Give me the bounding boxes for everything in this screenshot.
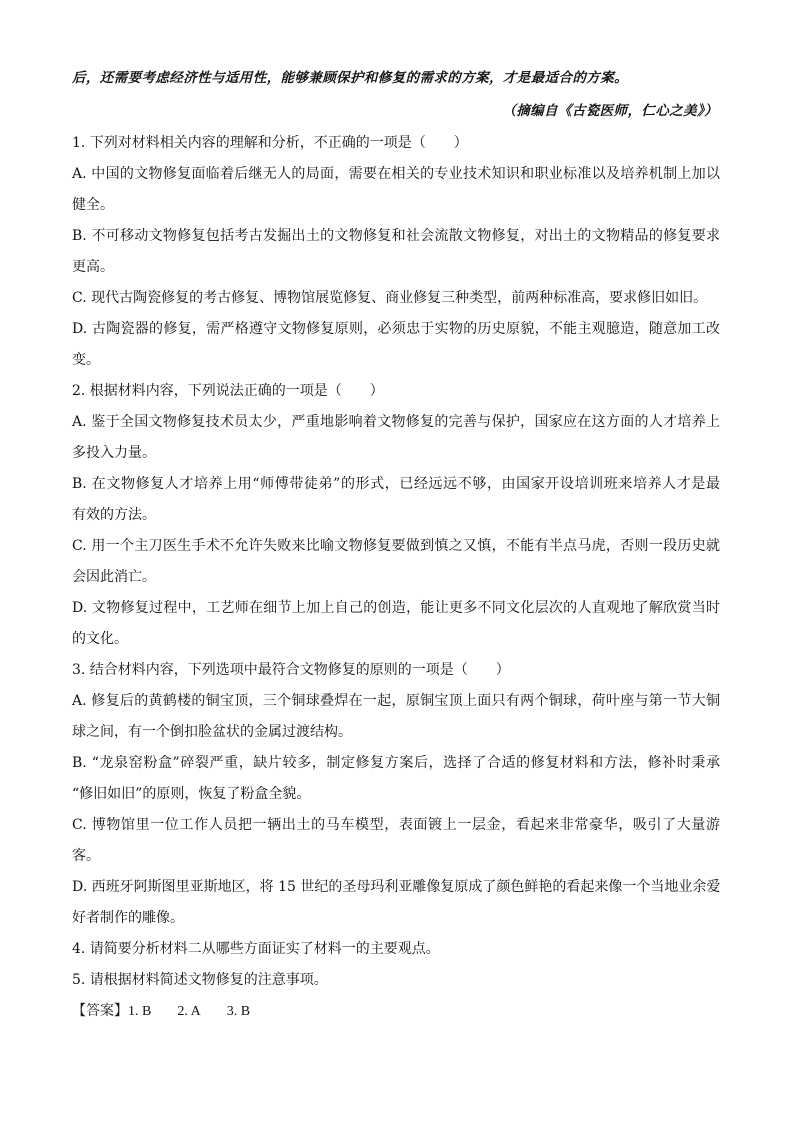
question-1-option-a-cont: 健全。 bbox=[72, 197, 114, 213]
question-3-option-a: A. 修复后的黄鹤楼的铜宝顶，三个铜球叠焊在一起，原铜宝顶上面只有两个铜球，荷叶座与第一节大铜 bbox=[72, 693, 720, 709]
question-1-option-a: A. 中国的文物修复面临着后继无人的局面，需要在相关的专业技术知识和职业标准以及培养机制上加以 bbox=[72, 166, 720, 182]
question-5-stem: 5. 请根据材料简述文物修复的注意事项。 bbox=[72, 972, 328, 988]
question-2-option-c-cont: 会因此消亡。 bbox=[72, 569, 156, 585]
question-2-option-a-cont: 多投入力量。 bbox=[72, 445, 156, 461]
answer-item-2: 2. A bbox=[177, 1004, 201, 1019]
question-1-option-b: B. 不可移动文物修复包括考古发掘出土的文物修复和社会流散文物修复，对出土的文物精品的修复要求 bbox=[72, 228, 720, 244]
question-4-stem: 4. 请简要分析材料二从哪些方面证实了材料一的主要观点。 bbox=[72, 941, 440, 957]
answer-item-3: 3. B bbox=[226, 1004, 251, 1019]
source-citation: （摘编自《古瓷医师，仁心之美》） bbox=[502, 103, 718, 119]
question-3-option-c-cont: 客。 bbox=[72, 848, 100, 864]
question-1-option-d: D. 古陶瓷器的修复，需严格遵守文物修复原则，必须忠于实物的历史原貌，不能主观臆造，随意加工改 bbox=[72, 321, 720, 337]
question-2-option-d: D. 文物修复过程中，工艺师在细节上加上自己的创造，能让更多不同文化层次的人直观地了解欣赏当时 bbox=[72, 600, 720, 616]
intro-text: 后，还需要考虑经济性与适用性，能够兼顾保护和修复的需求的方案，才是最适合的方案。 bbox=[72, 70, 628, 86]
question-3-option-d: D. 西班牙阿斯图里亚斯地区，将 15 世纪的圣母玛利亚雕像复原成了颜色鲜艳的看起来像一个当地业余爱 bbox=[72, 879, 721, 895]
question-3-stem: 3. 结合材料内容，下列选项中最符合文物修复的原则的一项是（ ） bbox=[72, 662, 510, 678]
question-1-stem: 1. 下列对材料相关内容的理解和分析，不正确的一项是（ ） bbox=[72, 135, 468, 151]
question-1-option-c: C. 现代古陶瓷修复的考古修复、博物馆展览修复、商业修复三种类型，前两种标准高，要求修旧如旧。 bbox=[72, 290, 708, 306]
question-3-option-c: C. 博物馆里一位工作人员把一辆出土的马车模型，表面镀上一层金，看起来非常豪华，吸引了大量游 bbox=[72, 817, 720, 833]
question-section bbox=[72, 128, 720, 1027]
question-3-option-d-cont: 好者制作的雕像。 bbox=[72, 910, 184, 926]
question-3-option-b: B. “龙泉窑粉盒”碎裂严重，缺片较多，制定修复方案后，选择了合适的修复材料和方法，修补时秉承 bbox=[72, 755, 720, 771]
question-2-option-b-cont: 有效的方法。 bbox=[72, 507, 156, 523]
question-1-option-d-cont: 变。 bbox=[72, 352, 100, 368]
question-2-option-c: C. 用一个主刀医生手术不允许失败来比喻文物修复要做到慎之又慎，不能有半点马虎，否则一段历史就 bbox=[72, 538, 720, 554]
question-2-option-b: B. 在文物修复人才培养上用“师傅带徒弟”的形式，已经远远不够，由国家开设培训班来培养人才是最 bbox=[72, 476, 720, 492]
question-3-option-b-cont: “修旧如旧”的原则，恢复了粉盒全貌。 bbox=[72, 786, 311, 802]
question-1-option-b-cont: 更高。 bbox=[72, 259, 114, 275]
question-3-option-a-cont: 球之间，有一个倒扣脸盆状的金属过渡结构。 bbox=[72, 724, 352, 740]
answer-item-1: 1. B bbox=[128, 1004, 152, 1019]
question-2-option-d-cont: 的文化。 bbox=[72, 631, 128, 647]
question-2-stem: 2. 根据材料内容，下列说法正确的一项是（ ） bbox=[72, 383, 384, 399]
answer-row bbox=[72, 996, 720, 1027]
question-2-option-a: A. 鉴于全国文物修复技术员太少，严重地影响着文物修复的完善与保护，国家应在这方面的人才培养上 bbox=[72, 414, 720, 430]
answer-label: 【答案】 bbox=[72, 1003, 128, 1019]
